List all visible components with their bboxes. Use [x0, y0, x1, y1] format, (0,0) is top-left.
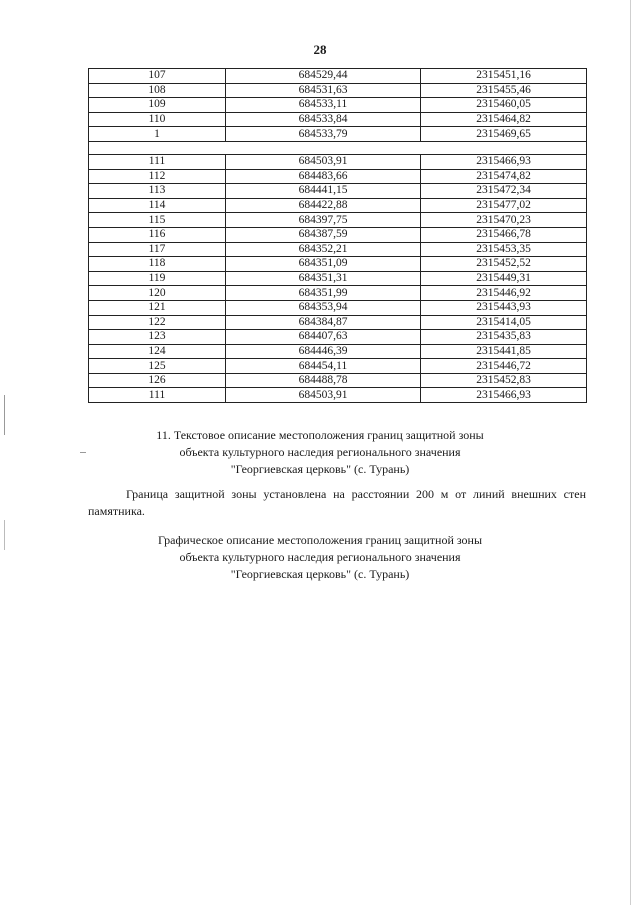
y-coordinate-cell: 2315474,82 [421, 169, 587, 184]
table-row [89, 127, 587, 142]
x-coordinate-cell: 684351,09 [226, 257, 421, 272]
x-coordinate-cell: 684531,63 [226, 83, 421, 98]
y-coordinate-cell: 2315453,35 [421, 242, 587, 257]
x-coordinate-cell: 684483,66 [226, 169, 421, 184]
y-coordinate-cell: 2315466,93 [421, 388, 587, 403]
y-coordinate-cell: 2315452,52 [421, 257, 587, 272]
table-row [89, 315, 587, 330]
y-coordinate-cell: 2315435,83 [421, 330, 587, 345]
y-coordinate-cell: 2315443,93 [421, 300, 587, 315]
table-row [89, 69, 587, 84]
boundary-paragraph-line-2: памятника. [88, 504, 145, 518]
point-number-cell: 123 [89, 330, 226, 345]
x-coordinate-cell: 684353,94 [226, 300, 421, 315]
table-row [89, 388, 587, 403]
point-number-cell: 122 [89, 315, 226, 330]
x-coordinate-cell: 684533,84 [226, 112, 421, 127]
x-coordinate-cell: 684397,75 [226, 213, 421, 228]
table-row [89, 344, 587, 359]
table-row [89, 98, 587, 113]
y-coordinate-cell: 2315449,31 [421, 271, 587, 286]
graphic-heading-line-3: "Георгиевская церковь" (с. Турань) [230, 567, 410, 581]
y-coordinate-cell: 2315472,34 [421, 184, 587, 199]
scan-edge-mark [4, 395, 5, 435]
y-coordinate-cell: 2315451,16 [421, 69, 587, 84]
point-number-cell: 108 [89, 83, 226, 98]
point-number-cell: 114 [89, 198, 226, 213]
x-coordinate-cell: 684533,11 [226, 98, 421, 113]
table-row [89, 227, 587, 242]
y-coordinate-cell: 2315470,23 [421, 213, 587, 228]
table-row [89, 83, 587, 98]
x-coordinate-cell: 684533,79 [226, 127, 421, 142]
point-number-cell: 120 [89, 286, 226, 301]
point-number-cell: 125 [89, 359, 226, 374]
table-row [89, 184, 587, 199]
y-coordinate-cell: 2315466,93 [421, 154, 587, 169]
scan-edge-mark [80, 452, 86, 453]
scan-edge-mark [630, 0, 631, 905]
graphic-heading-line-1: Графическое описание местоположения границ защитной зоны [157, 533, 483, 547]
x-coordinate-cell: 684387,59 [226, 227, 421, 242]
y-coordinate-cell: 2315460,05 [421, 98, 587, 113]
boundary-paragraph-line-1: Граница защитной зоны установлена на расстоянии 200 м от линий внешних стен [126, 487, 586, 501]
point-number-cell: 117 [89, 242, 226, 257]
separator-cell [89, 141, 587, 154]
x-coordinate-cell: 684441,15 [226, 184, 421, 199]
table-row [89, 330, 587, 345]
y-coordinate-cell: 2315452,83 [421, 373, 587, 388]
x-coordinate-cell: 684488,78 [226, 373, 421, 388]
x-coordinate-cell: 684384,87 [226, 315, 421, 330]
table-row [89, 213, 587, 228]
graphic-heading-line-2: объекта культурного наследия регионального значения [179, 550, 461, 564]
point-number-cell: 113 [89, 184, 226, 199]
point-number-cell: 118 [89, 257, 226, 272]
table-row [89, 112, 587, 127]
section-11-heading-line-2: объекта культурного наследия регионального значения [179, 445, 461, 459]
table-row [89, 373, 587, 388]
y-coordinate-cell: 2315455,46 [421, 83, 587, 98]
y-coordinate-cell: 2315441,85 [421, 344, 587, 359]
point-number-cell: 116 [89, 227, 226, 242]
point-number-cell: 124 [89, 344, 226, 359]
x-coordinate-cell: 684351,99 [226, 286, 421, 301]
y-coordinate-cell: 2315477,02 [421, 198, 587, 213]
table-row [89, 271, 587, 286]
table-separator-row [89, 141, 587, 154]
table-row [89, 242, 587, 257]
point-number-cell: 119 [89, 271, 226, 286]
section-11-heading [0, 427, 640, 478]
point-number-cell: 121 [89, 300, 226, 315]
point-number-cell: 111 [89, 154, 226, 169]
y-coordinate-cell: 2315464,82 [421, 112, 587, 127]
point-number-cell: 107 [89, 69, 226, 84]
x-coordinate-cell: 684529,44 [226, 69, 421, 84]
section-11-heading-line-3: "Георгиевская церковь" (с. Турань) [230, 462, 410, 476]
graphic-description-heading [0, 532, 640, 583]
point-number-cell: 110 [89, 112, 226, 127]
point-number-cell: 115 [89, 213, 226, 228]
x-coordinate-cell: 684351,31 [226, 271, 421, 286]
table-row [89, 257, 587, 272]
scan-edge-mark [4, 520, 5, 550]
table-row [89, 198, 587, 213]
point-number-cell: 111 [89, 388, 226, 403]
x-coordinate-cell: 684503,91 [226, 154, 421, 169]
table-row [89, 154, 587, 169]
y-coordinate-cell: 2315446,92 [421, 286, 587, 301]
y-coordinate-cell: 2315469,65 [421, 127, 587, 142]
y-coordinate-cell: 2315466,78 [421, 227, 587, 242]
x-coordinate-cell: 684454,11 [226, 359, 421, 374]
x-coordinate-cell: 684446,39 [226, 344, 421, 359]
table-row [89, 300, 587, 315]
table-row [89, 359, 587, 374]
table-row [89, 286, 587, 301]
coordinates-table [88, 68, 587, 403]
point-number-cell: 109 [89, 98, 226, 113]
section-11-heading-line-1: 11. Текстовое описание местоположения границ защитной зоны [156, 428, 484, 442]
y-coordinate-cell: 2315446,72 [421, 359, 587, 374]
y-coordinate-cell: 2315414,05 [421, 315, 587, 330]
x-coordinate-cell: 684503,91 [226, 388, 421, 403]
boundary-paragraph [88, 486, 586, 520]
x-coordinate-cell: 684407,63 [226, 330, 421, 345]
point-number-cell: 126 [89, 373, 226, 388]
page-number: 28 [313, 42, 327, 57]
point-number-cell: 112 [89, 169, 226, 184]
x-coordinate-cell: 684422,88 [226, 198, 421, 213]
table-row [89, 169, 587, 184]
point-number-cell: 1 [89, 127, 226, 142]
x-coordinate-cell: 684352,21 [226, 242, 421, 257]
